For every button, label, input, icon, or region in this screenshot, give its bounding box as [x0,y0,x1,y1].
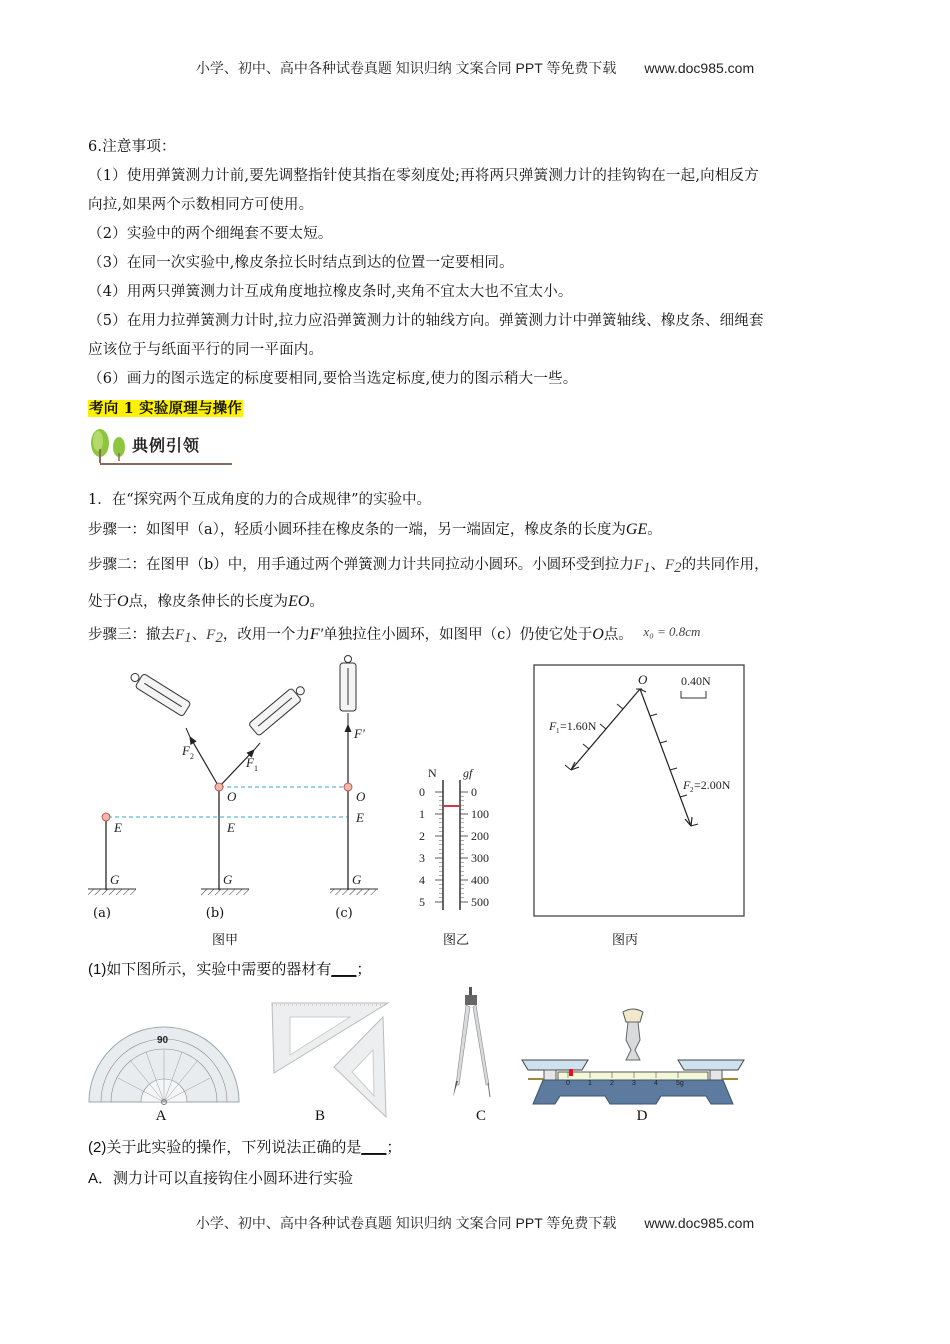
svg-text:G: G [223,872,233,887]
figure-jia-caption: 图甲 [211,933,238,948]
svg-text:300: 300 [471,851,489,865]
svg-text:2: 2 [419,829,425,843]
svg-text:200: 200 [471,829,489,843]
figure-yi-caption: 图乙 [442,933,469,948]
balance-scale-image [518,1000,748,1105]
equipment-label-c[interactable]: C [475,1108,486,1124]
section-badge [88,423,233,467]
svg-text:1: 1 [556,727,560,735]
svg-text:3: 3 [419,851,425,865]
svg-text:0: 0 [419,785,425,799]
svg-text:1: 1 [588,1080,592,1087]
header-url[interactable]: www.doc985.com [644,60,755,76]
highlight-heading: 考向 1 实验原理与操作 [89,400,243,417]
equipment-label-b[interactable]: B [314,1108,325,1124]
footer-text: 小学、初中、高中各种试卷真题 知识归纳 文案合同 PPT 等免费下载 [195,1215,617,1231]
set-squares-image [270,995,395,1120]
note-item: （5）在用力拉弹簧测力计时,拉力应沿弹簧测力计的轴线方向。弹簧测力计中弹簧轴线、橡皮条、细绳套 [88,313,764,329]
figure-jia [80,655,400,900]
notes-title: 6.注意事项： [88,139,176,155]
option-a-letter: A． [88,1170,114,1187]
question-step3: 步骤三：撤去F1、F2，改用一个力F′单独拉住小圆环，如图甲（c）仍使它处于O点。 x₀ = 0.8cm [88,624,701,646]
svg-text:4: 4 [419,873,425,887]
svg-text:0: 0 [566,1080,570,1087]
option-a[interactable] [88,1167,353,1188]
svg-text:F: F [182,743,190,758]
note-item: （2）实验中的两个细绳套不要太短。 [88,226,333,242]
svg-text:100: 100 [471,807,489,821]
figure-yi-scale [405,765,515,915]
svg-text:2: 2 [690,786,694,794]
question-step2: 步骤二：在图甲（b）中，用手通过两个弹簧测力计共同拉动小圆环。小圆环受到拉力F1、F2的共同作用， [88,557,769,576]
svg-text:5: 5 [419,895,425,909]
answer-blank[interactable]: ___ [331,961,357,978]
svg-text:=1.60N: =1.60N [560,719,597,733]
note-item: 向拉,如果两个示数相同方可使用。 [88,197,314,213]
svg-text:500: 500 [471,895,489,909]
svg-text:2: 2 [190,752,194,761]
svg-text:G: G [352,872,362,887]
svg-text:0.40N: 0.40N [681,674,711,688]
svg-text:E: E [227,820,235,835]
figure-jia-sub-b: (b) [205,906,225,921]
note-item: （6）画力的图示选定的标度要相同,要恰当选定标度,使力的图示稍大一些。 [88,371,578,387]
note-item: （4）用两只弹簧测力计互成角度地拉橡皮条时,夹角不宜太大也不宜太小。 [88,284,573,300]
compass-image [450,985,495,1105]
equipment-label-d[interactable]: D [636,1108,648,1124]
section-badge-title: 典例引领 [132,436,201,455]
svg-text:O: O [227,789,237,804]
svg-text:F: F [549,719,557,733]
answer-blank[interactable]: ___ [361,1139,387,1156]
question-intro: 1．在“探究两个互成角度的力的合成规律”的实验中。 [88,492,432,508]
svg-text:1: 1 [419,807,425,821]
figure-jia-sub-c: (c) [335,906,353,921]
svg-text:F: F [246,755,254,770]
note-item: 应该位于与纸面平行的同一平面内。 [88,342,324,358]
svg-text:5g: 5g [676,1080,684,1087]
question-step2-cont: 处于O点，橡皮条伸长的长度为EO。 [88,593,324,610]
sub-question-1: (1)如下图所示，实验中需要的器材有___； [88,961,372,978]
notes-section [88,133,868,424]
svg-text:400: 400 [471,873,489,887]
note-item: （1）使用弹簧测力计前,要先调整指针使其指在零刻度处;再将两只弹簧测力计的挂钩钩在一起,向相反方 [88,168,759,184]
note-item: （3）在同一次实验中,橡皮条拉长时结点到达的位置一定要相同。 [88,255,514,271]
svg-text:90: 90 [157,1035,169,1046]
question-step1: 步骤一：如图甲（a），轻质小圆环挂在橡皮条的一端，另一端固定，橡皮条的长度为GE。 [88,521,662,538]
svg-text:0: 0 [471,785,477,799]
svg-text:O: O [638,672,648,687]
svg-text:1: 1 [254,764,258,773]
page-header [0,58,950,78]
badge-underline [100,463,232,465]
figure-bing-caption: 图丙 [611,933,638,948]
option-a-text: 测力计可以直接钩住小圆环进行实验 [113,1170,354,1187]
svg-text:3: 3 [632,1080,636,1087]
figure-bing [533,664,745,917]
svg-text:G: G [110,872,120,887]
svg-text:F′: F′ [354,726,365,741]
svg-text:gf: gf [463,766,473,780]
svg-text:O: O [356,789,366,804]
svg-text:N: N [428,766,437,780]
svg-text:2: 2 [610,1080,614,1087]
tree-icon [88,423,134,467]
svg-text:E: E [356,810,364,825]
footer-url[interactable]: www.doc985.com [644,1215,755,1231]
svg-text:4: 4 [654,1080,658,1087]
header-text: 小学、初中、高中各种试卷真题 知识归纳 文案合同 PPT 等免费下载 [195,60,617,76]
x0-annotation: x₀ = 0.8cm [643,624,701,639]
svg-text:F: F [683,778,691,792]
sub-question-2: (2)关于此实验的操作，下列说法正确的是___； [88,1139,402,1156]
equipment-label-a[interactable]: A [155,1108,167,1124]
page-footer [0,1213,950,1233]
svg-text:=2.00N: =2.00N [694,778,731,792]
svg-text:E: E [114,820,122,835]
figure-jia-sub-a: (a) [93,906,111,921]
protractor-image [87,1020,242,1105]
